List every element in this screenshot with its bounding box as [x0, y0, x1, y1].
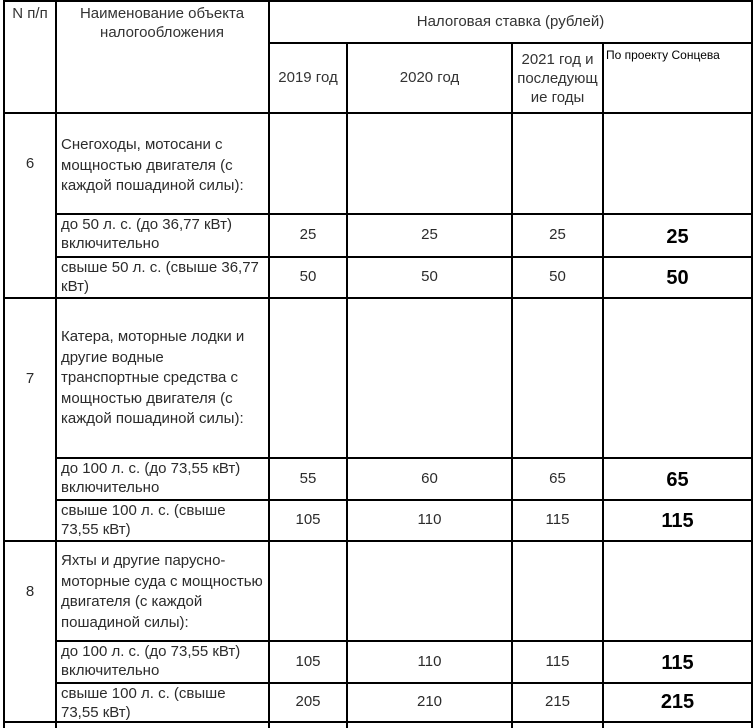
row-proposal: 50	[666, 267, 689, 290]
row-2019: 105	[295, 652, 321, 670]
row-2020: 60	[421, 469, 438, 487]
row-2021: 215	[544, 693, 571, 711]
group-num: 8	[25, 582, 35, 600]
row-2019: 55	[299, 469, 317, 487]
row-name: до 50 л. с. (до 36,77 кВт) включительно	[61, 216, 232, 252]
row-2019: 205	[295, 693, 321, 711]
row-name: свыше 50 л. с. (свыше 36,77 кВт)	[61, 259, 259, 295]
header-proposal: По проекту Сонцева	[606, 48, 720, 62]
row-name: свыше 100 л. с. (свыше 73,55 кВт)	[61, 685, 226, 721]
row-2019: 25	[299, 226, 317, 244]
group-num: 7	[25, 369, 35, 387]
row-name: до 100 л. с. (до 73,55 кВт) включительно	[61, 643, 241, 679]
grid-line	[511, 42, 513, 728]
row-proposal: 215	[660, 691, 695, 714]
header-name: Наименование объекта налогообложения	[79, 5, 245, 41]
row-2021: 115	[545, 652, 570, 670]
header-num: N п/п	[12, 5, 48, 22]
row-name: свыше 100 л. с. (свыше 73,55 кВт)	[61, 502, 226, 538]
group-name: Снегоходы, мотосани с мощностью двигателя (с каждой пошадиной силы):	[61, 136, 244, 194]
row-proposal: 65	[666, 468, 689, 491]
row-2020: 25	[421, 226, 438, 244]
row-proposal: 25	[666, 226, 689, 249]
grid-line	[751, 0, 753, 728]
header-2019: 2019 год	[278, 68, 338, 86]
grid-line	[602, 42, 604, 728]
group-name: Яхты и другие парусно-моторные суда с мощностью двигателя (с каждой пошадиной силы):	[61, 552, 263, 631]
header-2020: 2020 год	[399, 68, 460, 86]
row-proposal: 115	[661, 651, 694, 674]
row-2021: 115	[545, 511, 570, 529]
row-2021: 65	[549, 469, 566, 487]
row-name: до 100 л. с. (до 73,55 кВт) включительно	[61, 460, 241, 496]
row-2019: 50	[299, 268, 317, 286]
row-2021: 25	[549, 226, 566, 244]
row-2021: 50	[549, 268, 566, 286]
row-2020: 50	[421, 268, 438, 286]
grid-line	[3, 112, 753, 114]
header-rate-group: Налоговая ставка (рублей)	[416, 12, 605, 30]
row-2020: 110	[417, 652, 442, 670]
row-2020: 210	[416, 693, 443, 711]
group-name: Катера, моторные лодки и другие водные транспортные средства с мощностью двигателя (с каждой пошадиной силы):	[61, 328, 245, 427]
row-2019: 105	[295, 511, 321, 529]
header-2021: 2021 год и последующие годы	[517, 50, 598, 106]
grid-line	[346, 42, 348, 728]
group-num: 6	[25, 154, 35, 172]
row-2020: 110	[417, 511, 442, 529]
row-proposal: 115	[661, 510, 694, 533]
